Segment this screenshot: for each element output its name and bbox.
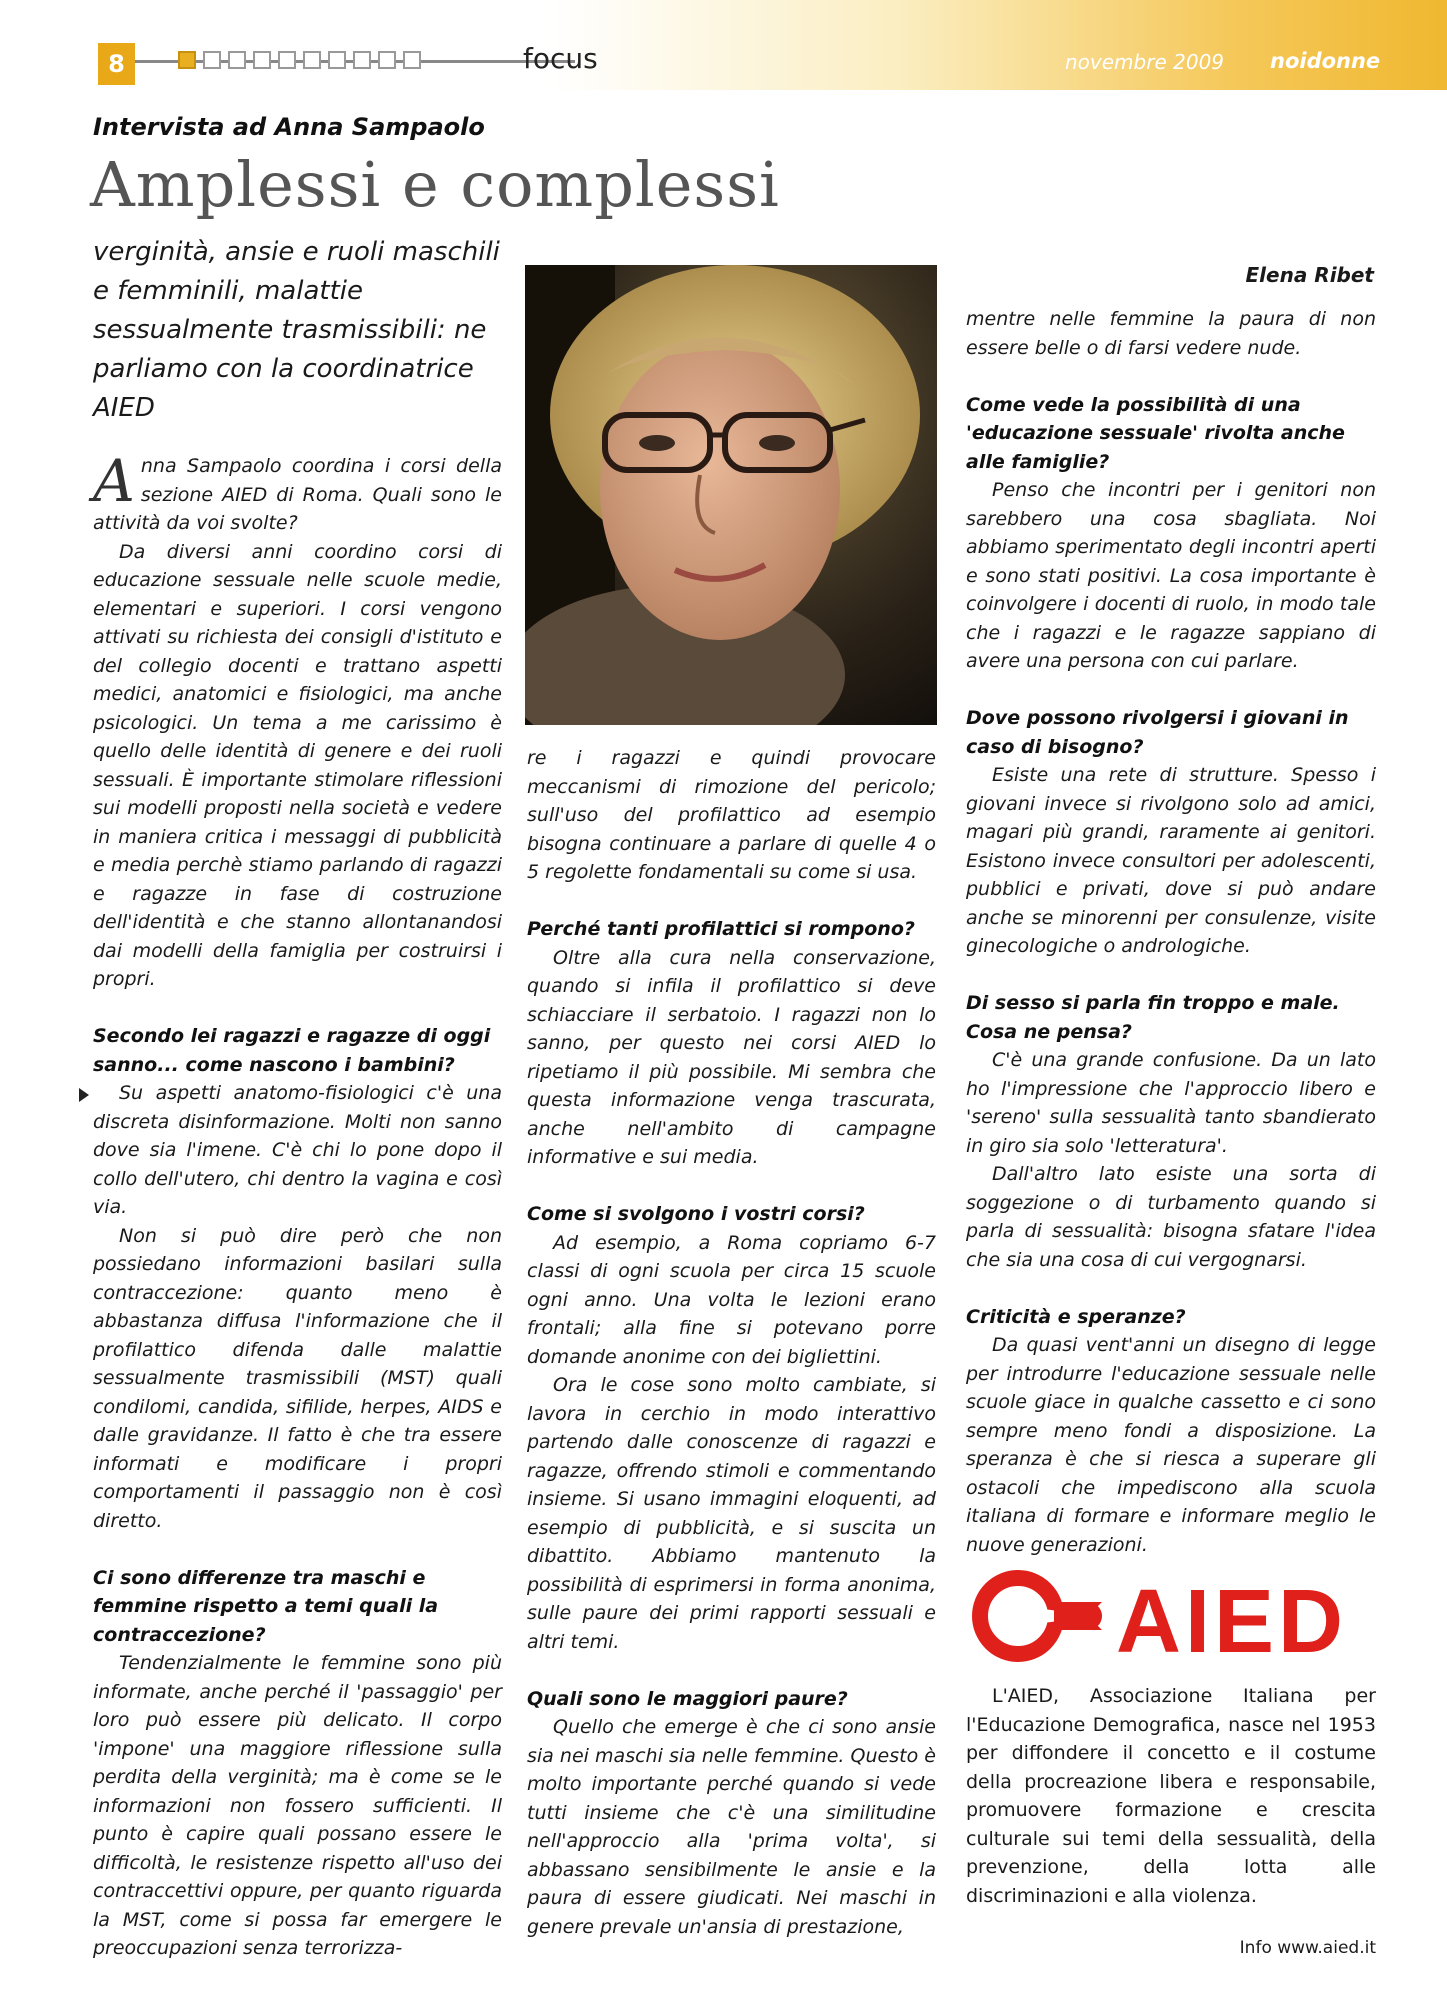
header-square	[353, 51, 371, 69]
spacer	[527, 887, 936, 916]
header-band	[0, 0, 1447, 90]
spacer	[966, 961, 1376, 990]
article-column-1	[93, 447, 502, 1963]
question-heading: Dove possono rivolgersi i giovani in caso di bisogno?	[966, 707, 1349, 758]
aied-logo	[968, 1568, 1368, 1664]
portrait-photo	[525, 265, 937, 725]
article-column-3	[966, 305, 1376, 1559]
spacer	[966, 676, 1376, 705]
spacer	[93, 1535, 502, 1564]
aied-description	[966, 1682, 1376, 1910]
answer-paragraph: Ora le cose sono molto cambiate, si lavora in cerchio in modo interattivo partendo dalle conoscenze di ragazzi e ragazze, offrendo stimoli e commentando insieme. Si usano immagini eloquenti, ad esempio di pubblicità, e si suscita un dibattito. Abbiamo mantenuto la possibilità di esprimersi in forma anonima, sulle paure dei primi rapporti sessuali e altri temi.	[527, 1374, 936, 1653]
drop-cap: A	[93, 447, 135, 515]
info-link[interactable]: Info www.aied.it	[1239, 1938, 1376, 1958]
arrow-marker-icon	[79, 1088, 89, 1102]
answer-paragraph: Oltre alla cura nella conservazione, quando si infila il profilattico si deve schiacciare il serbatoio. I ragazzi non lo sanno, per questo nei corsi AIED lo ripetiamo il più possibile. Mi sembra che questa informazione venga trascurata, anche nell'ambito di campagne informative e sui media.	[527, 946, 936, 1168]
spacer	[966, 1274, 1376, 1303]
question-heading: Come vede la possibilità di una 'educazione sessuale' rivolta anche alle famiglie?	[966, 393, 1345, 473]
header-square	[378, 51, 396, 69]
answer-paragraph: Penso che incontri per i genitori non sarebbero una cosa sbagliata. Noi abbiamo sperimentato degli incontri aperti e sono stati positivi. La cosa importante è coinvolgere i docenti di ruolo, in modo tale che i ragazzi e le ragazze sappiano di avere una persona con cui parlare.	[966, 479, 1376, 672]
spacer	[93, 994, 502, 1023]
aied-logo-mark	[968, 1568, 1368, 1664]
header-square-filled	[178, 51, 196, 69]
question-heading: Criticità e speranze?	[966, 1305, 1186, 1328]
question-heading: Ci sono differenze tra maschi e femmine rispetto a temi quali la contraccezione?	[93, 1566, 439, 1646]
answer-paragraph	[93, 1079, 502, 1222]
article-title: Amplessi e complessi	[90, 148, 780, 221]
question-heading: Quali sono le maggiori paure?	[527, 1687, 848, 1710]
answer-paragraph: Da diversi anni coordino corsi di educazione sessuale nelle scuole medie, elementari e superiori. I corsi vengono attivati su richiesta dei consigli d'istituto e del collegio docenti e trattano aspetti medici, anatomici e fisiologici, ma anche psicologici. Un tema a me carissimo è quello delle identità di genere e dei ruoli sessuali. È importante stimolare riflessioni sui modelli proposti nella società e vedere in maniera critica i messaggi di pubblicità e media perchè stiamo parlando di ragazzi e ragazze in fase di costruzione dell'identità e che stanno allontanandosi dai modelli della famiglia per costruirsi i propri.	[93, 540, 502, 990]
header-square	[228, 51, 246, 69]
header-square	[328, 51, 346, 69]
header-square	[303, 51, 321, 69]
portrait-image	[525, 265, 937, 725]
spacer	[527, 1172, 936, 1201]
question-heading: Di sesso si parla fin troppo e male. Cosa ne pensa?	[966, 992, 1340, 1043]
aied-description-text: L'AIED, Associazione Italiana per l'Educazione Demografica, nasce nel 1953 per diffondere il concetto e il costume della procreazione libera e responsabile, promuovere formazione e crescita culturale sui temi della sessualità, della prevenzione, della lotta alle discriminazioni e alla violenza.	[966, 1685, 1376, 1907]
issue-date: novembre 2009	[1065, 50, 1225, 74]
lead-paragraph	[93, 447, 502, 538]
lead-question: nna Sampaolo coordina i corsi della sezione AIED di Roma. Quali sono le attività da voi svolte?	[93, 455, 502, 534]
article-column-2	[527, 744, 936, 1941]
answer-paragraph: Da quasi vent'anni un disegno di legge per introdurre l'educazione sessuale nelle scuole giace in qualche cassetto e ci sono sempre meno fondi a disposizione. La speranza è che si riesca a superare gli ostacoli che impediscono alla scuola italiana di formare e informare meglio le nuove generazioni.	[966, 1334, 1376, 1556]
spacer	[966, 362, 1376, 391]
header-square	[253, 51, 271, 69]
answer-paragraph: Esiste una rete di strutture. Spesso i giovani invece si rivolgono solo ad amici, magari più grandi, raramente ai genitori. Esistono invece consultori per adolescenti, pubblici e privati, dove si può andare anche se minorenni per consulenze, visite ginecologiche o andrologiche.	[966, 764, 1376, 957]
spacer	[527, 1656, 936, 1685]
logo-lettering: AIED	[1116, 1572, 1348, 1664]
answer-paragraph: C'è una grande confusione. Da un lato ho l'impressione che l'approccio libero e 'sereno' sulla sessualità tanto sbandierato in giro sia solo 'letteratura'.	[966, 1049, 1376, 1157]
answer-paragraph: Non si può dire però che non possiedano informazioni basilari sulla contraccezione: quanto meno è abbastanza diffusa l'informazione che il profilattico difenda dalle malattie sessualmente trasmissibili (MST) quali condilomi, candida, sifilide, herpes, AIDS e dalle gravidanze. Il fatto è che tra essere informati e modificare i propri comportamenti il passaggio non è così diretto.	[93, 1224, 502, 1532]
answer-paragraph: Dall'altro lato esiste una sorta di soggezione o di turbamento quando si parla di sessualità: bisogna sfatare l'idea che sia una cosa di cui vergognarsi.	[966, 1163, 1376, 1271]
answer-paragraph: Ad esempio, a Roma copriamo 6-7 classi di ogni scuola per circa 15 scuole ogni anno. Una volta le lezioni erano frontali; alla fine si potevano porre domande anonime con dei bigliettini.	[527, 1231, 936, 1368]
answer-paragraph: mentre nelle femmine la paura di non essere belle o di farsi vedere nude.	[966, 308, 1376, 359]
section-label: focus	[523, 42, 598, 75]
article-subtitle: verginità, ansie e ruoli maschili e femminili, malattie sessualmente trasmissibili: ne parliamo con la coordinatrice AIED	[93, 237, 500, 423]
question-heading: Secondo lei ragazzi e ragazze di oggi sanno... come nascono i bambini?	[93, 1025, 491, 1076]
page-number: 8	[98, 43, 135, 85]
question-heading: Perché tanti profilattici si rompono?	[527, 918, 915, 940]
question-heading: Come si svolgono i vostri corsi?	[527, 1203, 865, 1225]
article-author: Elena Ribet	[1245, 263, 1374, 287]
header-square	[403, 51, 421, 69]
answer-paragraph: re i ragazzi e quindi provocare meccanismi di rimozione del pericolo; sull'uso del profilattico ad esempio bisogna continuare a parlare di quelle 4 o 5 regolette fondamentali su come si usa.	[527, 747, 936, 883]
answer-text: Su aspetti anatomo-fisiologici c'è una discreta disinformazione. Molti non sanno dove sia l'imene. C'è chi lo pone dopo il collo dell'utero, chi dentro la vagina e così via.	[93, 1082, 502, 1218]
magazine-name: noidonne	[1270, 49, 1381, 73]
answer-paragraph: Tendenzialmente le femmine sono più informate, anche perché il 'passaggio' per loro può essere più delicato. Il corpo 'impone' una maggiore riflessione sulla perdita della verginità; ma è come se le informazioni non fossero sufficienti. Il punto è capire quali possano essere le difficoltà, le resistenze rispetto all'uso dei contraccettivi oppure, per quanto riguarda la MST, come si possa far emergere le preoccupazioni senza terrorizza-	[93, 1652, 502, 1959]
header-square	[278, 51, 296, 69]
article-kicker: Intervista ad Anna Sampaolo	[93, 113, 485, 141]
answer-paragraph: Quello che emerge è che ci sono ansie sia nei maschi sia nelle femmine. Questo è molto importante perché quando si vede tutti insieme che c'è una similitudine nell'approccio alla 'prima volta', si abbassano sensibilmente le ansie e la paura di essere giudicati. Nei maschi in genere prevale un'ansia di prestazione,	[527, 1716, 936, 1938]
header-square	[203, 51, 221, 69]
